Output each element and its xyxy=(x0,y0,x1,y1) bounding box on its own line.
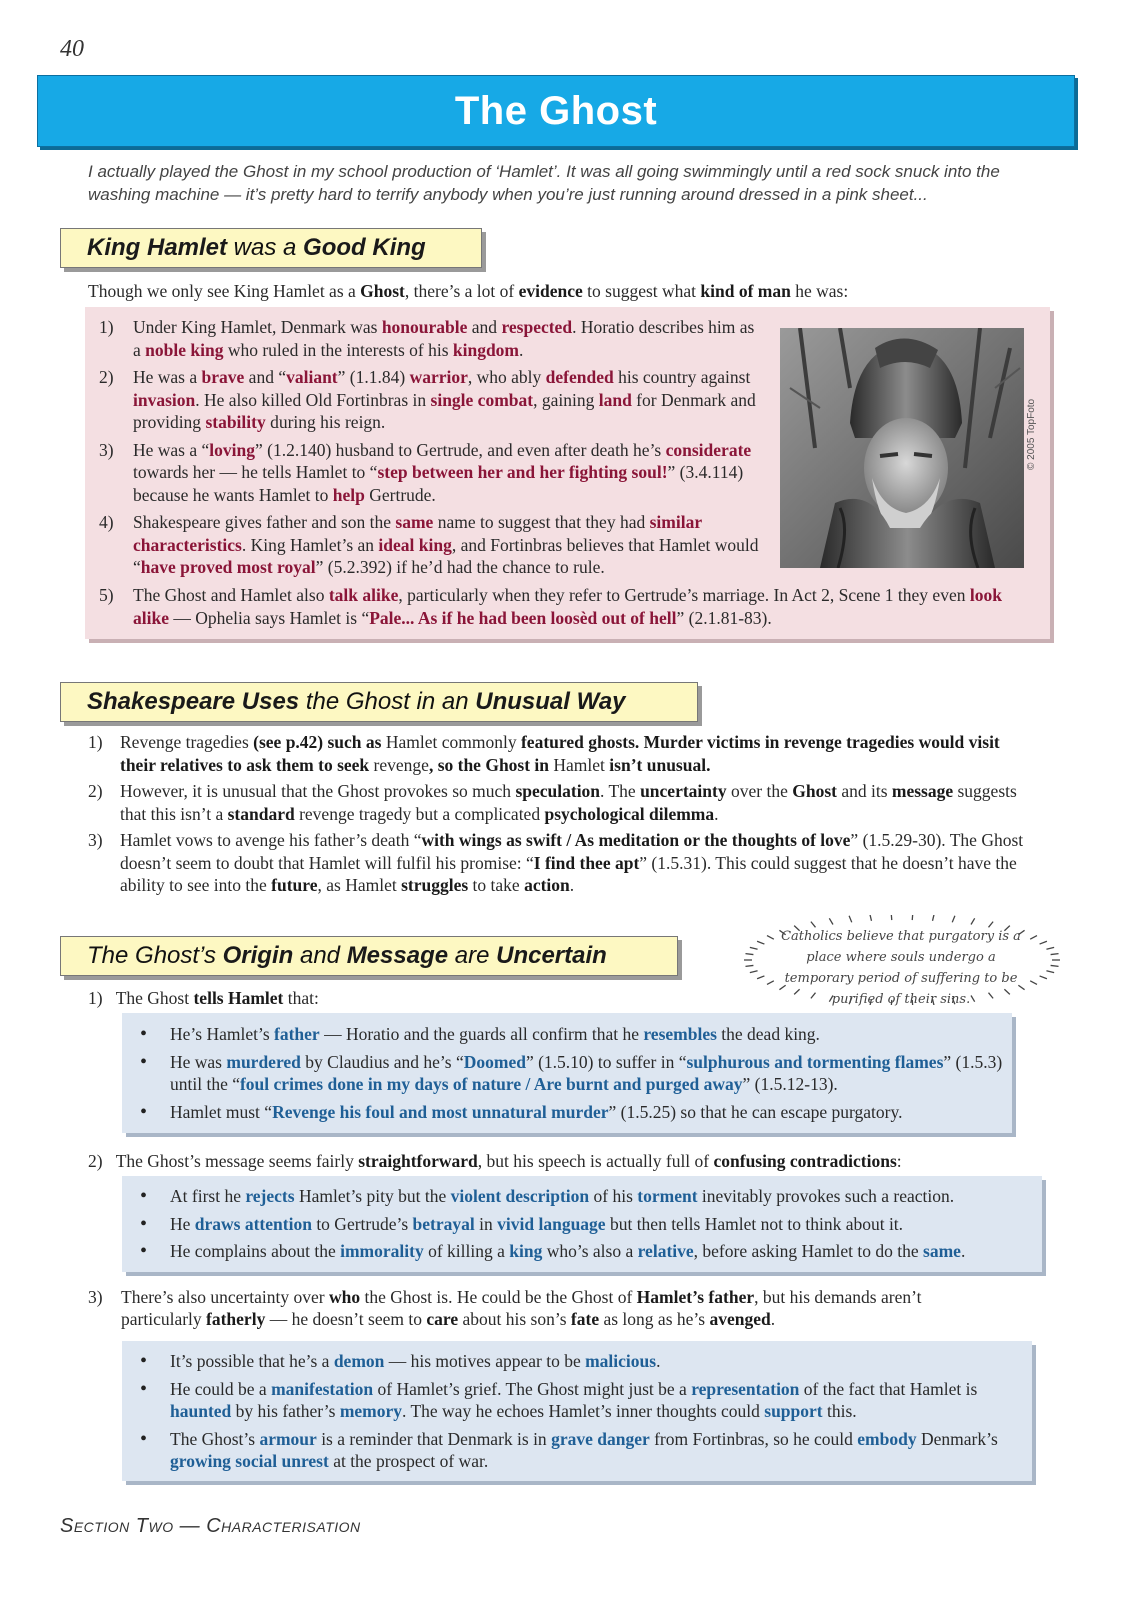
body-text: ” (5.2.392) if he’d had the chance to rule. xyxy=(315,557,605,577)
uncertain-point-2 xyxy=(88,1150,1048,1172)
highlight-text: grave danger xyxy=(551,1428,650,1449)
heading-part: Shakespeare Uses xyxy=(87,688,300,715)
body-text: inevitably provokes such a reaction. xyxy=(697,1186,955,1206)
body-text: Gertrude. xyxy=(364,484,436,505)
heading-part: Uncertain xyxy=(496,942,607,969)
body-text: , who ably xyxy=(467,367,546,387)
body-text: by his father’s xyxy=(231,1401,340,1421)
body-text: . King Hamlet’s an xyxy=(241,534,379,555)
body-text: who’s also a xyxy=(542,1241,638,1261)
unusual-list xyxy=(88,731,1028,901)
bullet-item xyxy=(122,1185,1042,1208)
point-text: about his son’s xyxy=(458,1309,571,1329)
highlight-text: resembles xyxy=(643,1024,717,1044)
contradictions-list xyxy=(122,1176,1042,1263)
bullet-item xyxy=(122,1101,1012,1124)
emphasis-text: speculation xyxy=(515,781,601,801)
lead-text: he was: xyxy=(790,281,849,301)
highlight-text: brave xyxy=(201,367,245,387)
point-number: 1) xyxy=(88,988,103,1008)
heading-part: the Ghost in an xyxy=(299,688,476,715)
highlight-text: rejects xyxy=(245,1186,295,1206)
body-text: the dead king. xyxy=(716,1024,820,1044)
highlight-text: talk alike xyxy=(328,585,399,605)
highlight-text: torment xyxy=(637,1186,698,1206)
body-text: It’s possible that he’s a xyxy=(170,1351,334,1371)
highlight-text: defended xyxy=(545,367,614,387)
lead-text: to suggest what xyxy=(582,281,701,301)
body-text: Hamlet xyxy=(385,732,438,752)
body-text: . xyxy=(519,339,524,360)
bullet-item xyxy=(122,1023,1012,1046)
purgatory-note-text: Catholics believe that purgatory is a place where souls undergo a temporary period of suffering to be purified of their sins. xyxy=(781,929,1021,1007)
body-text: He was xyxy=(170,1051,227,1072)
highlight-text: sulphurous and tormenting flames xyxy=(686,1051,944,1072)
good-king-lead xyxy=(88,280,1048,302)
point-bold: fate xyxy=(570,1309,600,1329)
highlight-text: noble king xyxy=(145,339,224,360)
point-bold: care xyxy=(426,1309,459,1329)
body-text: The Ghost’s xyxy=(170,1428,260,1449)
lead-bold: evidence xyxy=(518,281,583,301)
point-text: that: xyxy=(283,988,319,1008)
body-text: He xyxy=(170,1213,195,1234)
body-text: of killing a xyxy=(423,1241,510,1261)
highlight-text: kingdom xyxy=(452,339,520,360)
ghost-tells-list xyxy=(122,1013,1012,1123)
body-text: who ruled in the interests of his xyxy=(223,339,453,360)
body-text: of the fact that Hamlet is xyxy=(799,1378,978,1399)
body-text: towards her — he tells Hamlet to “ xyxy=(133,462,378,482)
highlight-text: king xyxy=(509,1241,543,1261)
body-text: and xyxy=(467,317,502,337)
bullet-item xyxy=(122,1213,1042,1236)
body-text: commonly xyxy=(441,732,517,752)
emphasis-text: standard xyxy=(227,803,295,824)
highlight-text: Revenge his foul and most unnatural murder xyxy=(272,1101,609,1122)
body-text: for Denmark and providing xyxy=(133,389,756,432)
body-text: by Claudius and he’s “ xyxy=(300,1051,464,1072)
emphasis-text: , so the Ghost in xyxy=(428,754,554,775)
point-text: The Ghost xyxy=(115,988,194,1008)
body-text: However, it is unusual that the Ghost provokes so much xyxy=(120,781,516,801)
body-text: is a reminder that Denmark is in xyxy=(316,1428,552,1449)
point-text: There’s also uncertainty over xyxy=(121,1287,329,1307)
body-text: name to suggest that they had xyxy=(433,512,650,532)
armoured-ghost-image xyxy=(780,328,1024,568)
heading-part: and xyxy=(293,942,347,969)
body-text: ” (1.5.31). This could suggest that he doesn’t have the ability to see into the xyxy=(120,852,1017,895)
page-number: 40 xyxy=(60,36,84,62)
body-text: . Horatio describes him as a xyxy=(133,317,755,360)
body-text: of Hamlet’s grief. The Ghost might just be a xyxy=(373,1378,692,1399)
highlight-text: stability xyxy=(205,412,266,432)
lead-text: Though we only see King Hamlet as a xyxy=(88,281,361,301)
body-text: from Fortinbras, so he could xyxy=(649,1428,858,1449)
highlight-text: similar characteristics xyxy=(133,512,702,555)
bullet-item xyxy=(122,1378,1032,1423)
highlight-text: immorality xyxy=(340,1241,424,1261)
highlight-text: land xyxy=(598,389,632,410)
body-text: Shakespeare gives father and son the xyxy=(133,512,396,532)
point-bold: straightforward xyxy=(358,1151,478,1171)
point-text: : xyxy=(896,1151,902,1171)
heading-part: was a xyxy=(227,234,304,261)
point-text: The Ghost’s message seems fairly xyxy=(115,1151,359,1171)
highlight-text: embody xyxy=(857,1428,917,1449)
heading-good-king xyxy=(60,228,482,268)
list-item xyxy=(88,780,1028,825)
list-item xyxy=(88,829,1028,897)
body-text: The Ghost and Hamlet also xyxy=(133,585,329,605)
highlight-text: draws attention xyxy=(194,1213,312,1234)
body-text: and its xyxy=(836,781,892,801)
heading-part: Message xyxy=(346,942,449,969)
body-text: ” (1.1.84) xyxy=(337,367,410,387)
intro-text: I actually played the Ghost in my school production of ‘Hamlet’. It was all going swimmingly until a red sock snuck into the washing machine — it’s pretty hard to terrify anybody when you’re just running around dressed in a pink sheet... xyxy=(88,162,1000,204)
body-text: , as Hamlet xyxy=(317,875,402,895)
point-text: , but his speech is actually full of xyxy=(477,1151,714,1171)
lead-bold: Ghost xyxy=(360,281,405,301)
uncertain-point-3 xyxy=(88,1286,988,1330)
body-text: . xyxy=(656,1351,661,1371)
emphasis-text: I find thee apt xyxy=(533,852,640,873)
point-text: as long as he’s xyxy=(599,1309,710,1329)
item-number: 5) xyxy=(99,585,114,605)
bullet-item xyxy=(122,1350,1032,1373)
body-text: He complains about the xyxy=(170,1241,341,1261)
item-number: 2) xyxy=(88,781,103,801)
highlight-text: relative xyxy=(637,1241,694,1261)
body-text: and “ xyxy=(244,367,287,387)
heading-part: Good King xyxy=(303,234,426,261)
highlight-text: loving xyxy=(209,439,255,460)
bullet-item xyxy=(122,1051,1012,1096)
item-number: 2) xyxy=(99,367,114,387)
highlight-text: help xyxy=(332,484,365,505)
highlight-text: demon xyxy=(333,1351,385,1371)
item-number: 1) xyxy=(88,732,103,752)
body-text: ” (3.4.114) because he wants Hamlet to xyxy=(133,462,744,505)
point-text: — he doesn’t seem to xyxy=(265,1309,427,1329)
body-text: . He also killed Old Fortinbras in xyxy=(195,389,431,410)
highlight-text: valiant xyxy=(286,367,338,387)
emphasis-text: psychological dilemma xyxy=(544,803,715,824)
highlight-text: malicious xyxy=(585,1351,657,1371)
body-text: Under King Hamlet, Denmark was xyxy=(133,317,382,337)
body-text: Hamlet’s pity but the xyxy=(294,1186,451,1206)
highlight-text: step between her and her fighting soul! xyxy=(377,462,668,482)
emphasis-text: struggles xyxy=(401,875,469,895)
body-text: his country against xyxy=(613,367,751,387)
point-bold: tells Hamlet xyxy=(193,988,284,1008)
highlight-text: growing social unrest xyxy=(170,1451,329,1471)
lead-text: , there’s a lot of xyxy=(404,281,519,301)
body-text: ” (2.1.81-83). xyxy=(676,607,772,628)
body-text: He was a xyxy=(133,367,202,387)
highlight-text: same xyxy=(395,512,434,532)
title-banner xyxy=(37,75,1075,147)
emphasis-text: Ghost xyxy=(792,781,837,801)
bullet-item xyxy=(122,1240,1042,1263)
bullet-item xyxy=(122,1428,1032,1473)
heading-part: King Hamlet xyxy=(87,234,228,261)
point-bold: confusing contradictions xyxy=(713,1151,897,1171)
highlight-text: memory xyxy=(339,1401,403,1421)
body-text: , and Fortinbras believes that Hamlet would “ xyxy=(133,534,759,577)
body-text: revenge tragedy but a complicated xyxy=(294,803,545,824)
ghost-photo xyxy=(780,328,1024,568)
highlight-text: have proved most royal xyxy=(140,557,316,577)
highlight-text: look alike xyxy=(133,585,1002,628)
highlight-text: warrior xyxy=(409,367,468,387)
highlight-text: father xyxy=(274,1024,320,1044)
body-text: revenge xyxy=(373,754,429,775)
body-text: He was a “ xyxy=(133,439,210,460)
lead-bold: kind of man xyxy=(700,281,791,301)
heading-unusual-way xyxy=(60,682,698,722)
emphasis-text: message xyxy=(891,781,954,801)
highlight-text: foul crimes done in my days of nature / Are burnt and purged away xyxy=(239,1074,743,1094)
highlight-text: manifestation xyxy=(271,1378,374,1399)
point-number: 3) xyxy=(88,1287,103,1307)
highlight-text: respected xyxy=(501,317,573,337)
page-title: The Ghost xyxy=(454,89,658,133)
good-king-list-continued xyxy=(85,584,1025,634)
highlight-text: same xyxy=(923,1241,961,1261)
emphasis-text: uncertainty xyxy=(640,781,727,801)
body-text: — Ophelia says Hamlet is “ xyxy=(168,607,370,628)
point-text: , but his demands aren’t particularly xyxy=(121,1287,922,1329)
body-text: . xyxy=(569,875,575,895)
highlight-text: support xyxy=(764,1401,823,1421)
body-text: — his motives appear to be xyxy=(384,1351,586,1371)
identity-list xyxy=(122,1341,1032,1473)
body-text: Hamlet xyxy=(553,754,605,775)
item-number: 4) xyxy=(99,512,114,532)
highlight-text: haunted xyxy=(170,1401,232,1421)
point-bold: fatherly xyxy=(206,1309,266,1329)
highlight-text: betrayal xyxy=(412,1213,475,1234)
body-text: , gaining xyxy=(533,389,599,410)
body-text: . xyxy=(714,803,719,824)
body-text: Hamlet vows to avenge his father’s death “ xyxy=(120,830,422,850)
body-text: but then tells Hamlet not to think about it. xyxy=(605,1213,904,1234)
highlight-text: murdered xyxy=(226,1051,301,1072)
list-item xyxy=(88,731,1028,776)
body-text: ” (1.5.25) so that he can escape purgatory. xyxy=(608,1101,903,1122)
body-text: . xyxy=(960,1241,966,1261)
body-text: to take xyxy=(468,875,525,895)
highlight-text: honourable xyxy=(381,317,468,337)
ghost-tells-box xyxy=(122,1013,1012,1133)
contradictions-box xyxy=(122,1176,1042,1272)
item-number: 1) xyxy=(99,317,114,337)
point-bold: avenged xyxy=(709,1309,771,1329)
item-number: 3) xyxy=(99,439,114,460)
heading-part: Unusual Way xyxy=(475,688,626,715)
body-text: ” (1.5.12-13). xyxy=(742,1074,838,1094)
list-item xyxy=(85,366,765,434)
point-text: . xyxy=(770,1309,776,1329)
body-text: this. xyxy=(822,1401,857,1421)
point-number: 2) xyxy=(88,1151,103,1171)
list-item xyxy=(85,316,765,361)
body-text: Revenge tragedies xyxy=(120,732,249,752)
heading-part: The Ghost’s xyxy=(87,942,223,969)
purgatory-note xyxy=(742,918,1060,1007)
body-text: suggests that this isn’t a xyxy=(120,781,1017,824)
body-text: He could be a xyxy=(170,1378,272,1399)
point-bold: Hamlet’s father xyxy=(636,1287,755,1307)
body-text: ” (1.2.140) husband to Gertrude, and even after death he’s xyxy=(255,439,666,460)
uncertain-point-1 xyxy=(88,987,688,1009)
body-text: , before asking Hamlet to do the xyxy=(693,1241,924,1261)
highlight-text: considerate xyxy=(665,439,752,460)
highlight-text: ideal king xyxy=(378,534,452,555)
emphasis-text: featured ghosts. Murder victims in revenge tragedies would visit their relatives to ask them to seek xyxy=(120,732,1000,775)
body-text: , particularly when they refer to Gertrude’s marriage. In Act 2, Scene 1 they even xyxy=(398,585,970,605)
body-text: . The xyxy=(600,781,641,801)
body-text: of his xyxy=(589,1186,638,1206)
point-text: the Ghost is. He could be the Ghost of xyxy=(360,1287,637,1307)
body-text: ” (1.5.10) to suffer in “ xyxy=(525,1051,687,1072)
point-bold: who xyxy=(328,1287,361,1307)
item-number: 3) xyxy=(88,830,103,850)
list-item xyxy=(85,584,1025,629)
body-text: at the prospect of war. xyxy=(328,1451,489,1471)
body-text: He’s Hamlet’s xyxy=(170,1024,275,1044)
highlight-text: violent description xyxy=(450,1186,590,1206)
body-text: Hamlet must “ xyxy=(170,1101,273,1122)
highlight-text: single combat xyxy=(430,389,534,410)
good-king-list xyxy=(85,316,765,584)
list-item xyxy=(85,439,765,507)
heading-part: are xyxy=(448,942,497,969)
emphasis-text: future xyxy=(271,875,318,895)
highlight-text: representation xyxy=(691,1378,800,1399)
highlight-text: Doomed xyxy=(463,1051,526,1072)
emphasis-text: action xyxy=(524,875,570,895)
list-item xyxy=(85,511,765,579)
body-text: to Gertrude’s xyxy=(311,1213,413,1234)
photo-credit: © 2005 TopFoto xyxy=(1026,398,1037,470)
emphasis-text: with wings as swift / As meditation or the thoughts of love xyxy=(421,830,851,850)
heading-part: Origin xyxy=(222,942,294,969)
identity-box xyxy=(122,1341,1032,1481)
highlight-text: Pale... As if he had been loosèd out of hell xyxy=(369,607,677,628)
body-text: Denmark’s xyxy=(916,1428,998,1449)
body-text: in xyxy=(474,1213,498,1234)
body-text: during his reign. xyxy=(265,412,386,432)
highlight-text: vivid language xyxy=(497,1213,606,1234)
body-text: — Horatio and the guards all confirm that he xyxy=(319,1024,644,1044)
emphasis-text: (see p.42) such as xyxy=(248,732,386,752)
body-text: over the xyxy=(726,781,793,801)
heading-uncertain xyxy=(60,936,678,976)
highlight-text: invasion xyxy=(133,389,196,410)
body-text: ” (1.5.3) until the “ xyxy=(170,1051,1003,1094)
body-text: ” (1.5.29-30). The Ghost doesn’t seem to doubt that Hamlet will fulfil his promise: “ xyxy=(120,830,1024,873)
body-text: At first he xyxy=(170,1186,246,1206)
emphasis-text: isn’t unusual. xyxy=(604,754,711,775)
section-footer: Section Two — Characterisation xyxy=(60,1515,361,1537)
body-text: . The way he echoes Hamlet’s inner thoughts could xyxy=(402,1401,765,1421)
highlight-text: armour xyxy=(259,1428,317,1449)
